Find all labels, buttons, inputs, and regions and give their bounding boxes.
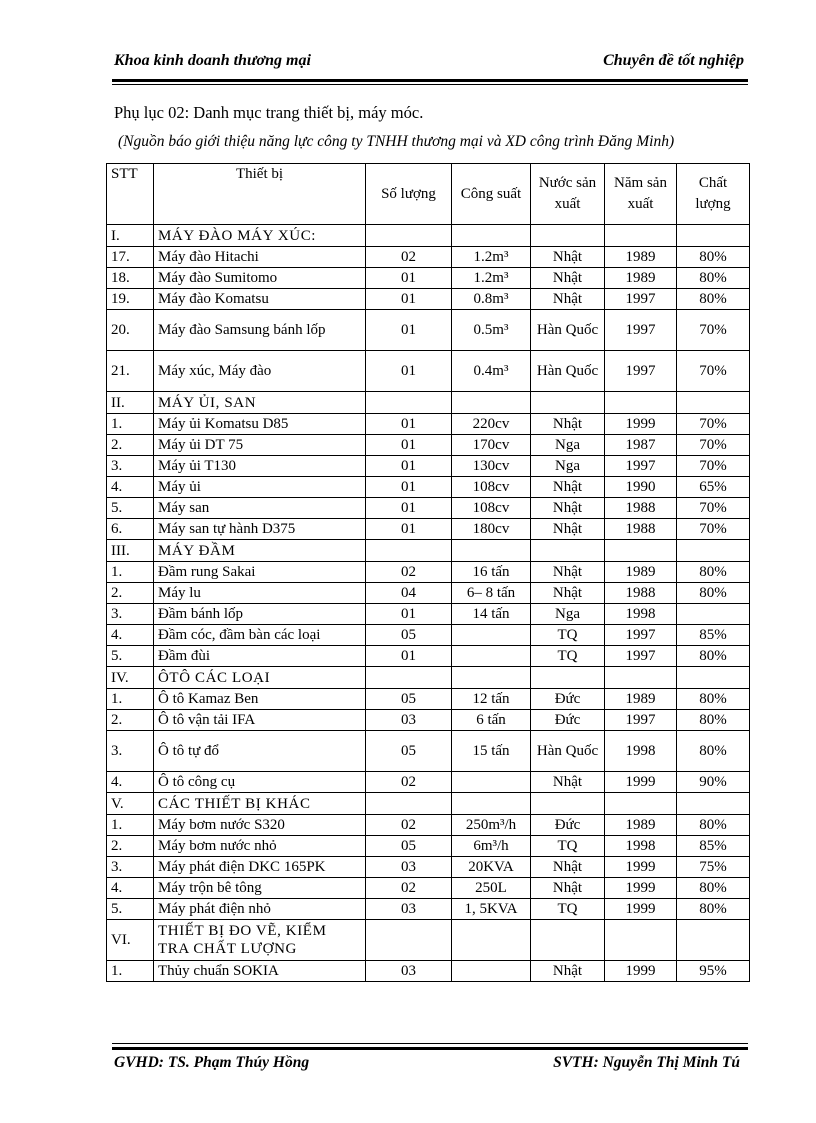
col-header-year: Năm sản xuất [605,164,677,225]
table-row [107,604,750,625]
table-row [107,498,750,519]
table-row [107,247,750,268]
table-row [107,772,750,793]
cell-stt: 1. [107,414,154,435]
cell-quantity: 01 [366,604,452,625]
cell-quantity: 01 [366,435,452,456]
table-row [107,456,750,477]
cell-quality: 85% [677,836,750,857]
cell-power: 250m³/h [452,815,531,836]
cell-power: 1, 5KVA [452,899,531,920]
table-row [107,477,750,498]
cell-stt: 21. [107,351,154,392]
cell-origin: TQ [531,646,605,667]
cell-stt: 2. [107,710,154,731]
col-header-power: Công suất [452,164,531,225]
table-row [107,562,750,583]
cell-origin: Hàn Quốc [531,731,605,772]
cell-power [452,961,531,982]
cell-stt: 3. [107,857,154,878]
footer-rule-thin [112,1043,748,1044]
cell-quantity: 01 [366,477,452,498]
table-row [107,815,750,836]
cell-quantity: 01 [366,646,452,667]
cell-power: 0.4m³ [452,351,531,392]
cell-power: 6 tấn [452,710,531,731]
cell-quality [677,793,750,815]
cell-year: 1999 [605,772,677,793]
cell-quality: 80% [677,289,750,310]
cell-year: 1989 [605,247,677,268]
cell-year: 1989 [605,268,677,289]
cell-quantity [366,392,452,414]
cell-stt: 1. [107,689,154,710]
cell-equipment: Máy san tự hành D375 [154,519,366,540]
cell-year: 1997 [605,351,677,392]
cell-year: 1998 [605,604,677,625]
table-row [107,646,750,667]
cell-equipment: Máy ủi [154,477,366,498]
section-title: CÁC THIẾT BỊ KHÁC [154,793,366,815]
table-section-row [107,920,750,961]
cell-stt: 1. [107,562,154,583]
table-section-row [107,793,750,815]
cell-quality: 80% [677,268,750,289]
cell-stt: 4. [107,477,154,498]
cell-origin: Nga [531,604,605,625]
cell-stt: 3. [107,731,154,772]
cell-stt: II. [107,392,154,414]
cell-power [452,225,531,247]
table-row [107,857,750,878]
cell-quantity: 02 [366,772,452,793]
cell-quality: 70% [677,519,750,540]
cell-power: 0.5m³ [452,310,531,351]
cell-year: 1997 [605,289,677,310]
table-row [107,310,750,351]
cell-origin: Đức [531,815,605,836]
cell-quality: 80% [677,731,750,772]
footer-supervisor: GVHD: TS. Phạm Thúy Hồng [114,1054,310,1071]
cell-stt: 18. [107,268,154,289]
cell-power [452,920,531,961]
cell-quantity: 02 [366,878,452,899]
cell-equipment: Máy phát điện DKC 165PK [154,857,366,878]
cell-origin: Nhật [531,878,605,899]
cell-quality: 90% [677,772,750,793]
cell-origin: Nhật [531,477,605,498]
cell-year: 1998 [605,836,677,857]
cell-quantity: 01 [366,456,452,477]
cell-origin: Nhật [531,562,605,583]
cell-quantity: 05 [366,731,452,772]
table-body [107,225,750,982]
cell-power [452,392,531,414]
col-header-origin: Nước sản xuất [531,164,605,225]
cell-year: 1989 [605,689,677,710]
page-header [112,50,748,78]
cell-power: 6– 8 tấn [452,583,531,604]
cell-stt: 2. [107,583,154,604]
cell-quantity: 04 [366,583,452,604]
cell-quality [677,540,750,562]
table-row [107,268,750,289]
cell-quality [677,920,750,961]
cell-year: 1988 [605,583,677,604]
cell-equipment: Máy xúc, Máy đào [154,351,366,392]
cell-power [452,646,531,667]
cell-year: 1997 [605,456,677,477]
cell-origin: Đức [531,689,605,710]
header-faculty: Khoa kinh doanh thương mại [114,52,311,69]
cell-stt: 2. [107,435,154,456]
cell-year: 1997 [605,646,677,667]
cell-quantity: 02 [366,247,452,268]
cell-equipment: Máy lu [154,583,366,604]
cell-power: 108cv [452,477,531,498]
cell-quality: 70% [677,456,750,477]
cell-origin: Đức [531,710,605,731]
section-title: MÁY ỦI, SAN [154,392,366,414]
cell-year: 1987 [605,435,677,456]
section-title: MÁY ĐẦM [154,540,366,562]
cell-year: 1989 [605,562,677,583]
cell-equipment: Máy đào Sumitomo [154,268,366,289]
cell-stt: 4. [107,772,154,793]
table-header-row [107,164,750,225]
cell-origin: TQ [531,836,605,857]
cell-year: 1999 [605,878,677,899]
cell-year: 1989 [605,815,677,836]
cell-quantity [366,225,452,247]
table-row [107,899,750,920]
cell-quantity: 03 [366,961,452,982]
table-section-row [107,540,750,562]
col-header-quantity: Số lượng [366,164,452,225]
equipment-table [106,163,750,982]
table-section-row [107,667,750,689]
col-header-equipment: Thiết bị [154,164,366,225]
cell-equipment: Thủy chuẩn SOKIA [154,961,366,982]
cell-quantity: 03 [366,899,452,920]
cell-power [452,793,531,815]
cell-origin: Nhật [531,414,605,435]
cell-stt: 1. [107,815,154,836]
section-title: THIẾT BỊ ĐO VẼ, KIỂM TRA CHẤT LƯỢNG [154,920,366,961]
cell-stt: 20. [107,310,154,351]
cell-stt: 3. [107,604,154,625]
cell-stt: 19. [107,289,154,310]
cell-stt: 5. [107,899,154,920]
table-row [107,583,750,604]
cell-quantity: 01 [366,498,452,519]
cell-quality: 70% [677,414,750,435]
cell-quantity: 03 [366,710,452,731]
cell-equipment: Máy ủi T130 [154,456,366,477]
cell-quantity: 01 [366,519,452,540]
table-row [107,961,750,982]
table-row [107,689,750,710]
header-rule-thin [112,84,748,85]
cell-quantity: 05 [366,689,452,710]
footer-rule [112,1047,748,1050]
cell-power [452,772,531,793]
cell-origin: Nhật [531,519,605,540]
table-section-row [107,392,750,414]
cell-quality [677,392,750,414]
cell-year [605,392,677,414]
cell-equipment: Máy đào Hitachi [154,247,366,268]
cell-quantity: 03 [366,857,452,878]
cell-stt: 5. [107,498,154,519]
cell-equipment: Máy ủi DT 75 [154,435,366,456]
cell-year: 1999 [605,899,677,920]
cell-quantity [366,540,452,562]
cell-quality: 65% [677,477,750,498]
cell-year [605,920,677,961]
footer-student: SVTH: Nguyễn Thị Minh Tú [553,1054,740,1071]
cell-origin: Nga [531,456,605,477]
cell-quantity [366,793,452,815]
cell-year [605,540,677,562]
cell-power [452,625,531,646]
table-section-row [107,225,750,247]
source-note: (Nguồn báo giới thiệu năng lực công ty TNHH thương mại và XD công trình Đăng Minh) [118,133,675,150]
cell-quantity: 01 [366,351,452,392]
page-footer [112,1052,748,1078]
cell-power: 6m³/h [452,836,531,857]
cell-power: 20KVA [452,857,531,878]
table-row [107,625,750,646]
cell-quality: 95% [677,961,750,982]
cell-year [605,225,677,247]
table-row [107,519,750,540]
cell-quality: 80% [677,583,750,604]
cell-equipment: Máy phát điện nhỏ [154,899,366,920]
cell-stt: 3. [107,456,154,477]
table-row [107,836,750,857]
cell-quality: 80% [677,710,750,731]
cell-origin: TQ [531,625,605,646]
cell-quantity: 01 [366,414,452,435]
cell-quantity [366,667,452,689]
cell-stt: I. [107,225,154,247]
cell-origin: Hàn Quốc [531,351,605,392]
cell-quality [677,225,750,247]
cell-quality: 80% [677,247,750,268]
section-title: MÁY ĐÀO MÁY XÚC: [154,225,366,247]
cell-equipment: Đầm rung Sakai [154,562,366,583]
cell-year: 1999 [605,857,677,878]
cell-equipment: Máy ủi Komatsu D85 [154,414,366,435]
cell-equipment: Đầm cóc, đầm bàn các loại [154,625,366,646]
cell-quality: 80% [677,562,750,583]
cell-stt: 5. [107,646,154,667]
cell-quantity: 02 [366,815,452,836]
cell-quality: 75% [677,857,750,878]
cell-power: 170cv [452,435,531,456]
cell-power: 180cv [452,519,531,540]
cell-power: 12 tấn [452,689,531,710]
cell-power: 130cv [452,456,531,477]
cell-year: 1990 [605,477,677,498]
cell-power: 16 tấn [452,562,531,583]
cell-quantity: 05 [366,836,452,857]
cell-quality: 70% [677,498,750,519]
cell-equipment: Máy đào Komatsu [154,289,366,310]
cell-quality: 80% [677,689,750,710]
table-row [107,289,750,310]
cell-origin: Nga [531,435,605,456]
cell-equipment: Đầm bánh lốp [154,604,366,625]
cell-stt: III. [107,540,154,562]
cell-quality: 80% [677,878,750,899]
cell-year [605,667,677,689]
header-rule [112,79,748,82]
table-row [107,414,750,435]
cell-equipment: Ô tô vận tải IFA [154,710,366,731]
cell-year: 1997 [605,310,677,351]
cell-equipment: Máy bơm nước S320 [154,815,366,836]
cell-quality: 85% [677,625,750,646]
cell-origin [531,540,605,562]
table-row [107,731,750,772]
cell-origin: Nhật [531,857,605,878]
cell-power: 1.2m³ [452,268,531,289]
cell-quantity: 05 [366,625,452,646]
cell-equipment: Máy san [154,498,366,519]
cell-origin [531,793,605,815]
header-doc-type: Chuyên đề tốt nghiệp [603,52,744,69]
cell-stt: 4. [107,878,154,899]
cell-origin: TQ [531,899,605,920]
cell-origin: Nhật [531,772,605,793]
cell-origin [531,667,605,689]
cell-quantity: 01 [366,268,452,289]
cell-quality: 70% [677,310,750,351]
table-row [107,351,750,392]
cell-quality: 80% [677,899,750,920]
table-row [107,435,750,456]
cell-equipment: Máy đào Samsung bánh lốp [154,310,366,351]
cell-power: 15 tấn [452,731,531,772]
cell-origin [531,920,605,961]
cell-equipment: Ô tô công cụ [154,772,366,793]
cell-stt: 2. [107,836,154,857]
cell-power [452,667,531,689]
cell-quantity: 01 [366,289,452,310]
cell-year: 1988 [605,519,677,540]
cell-origin: Nhật [531,289,605,310]
cell-year: 1998 [605,731,677,772]
cell-quality: 80% [677,646,750,667]
appendix-title: Phụ lục 02: Danh mục trang thiết bị, máy móc. [114,103,424,122]
cell-stt: IV. [107,667,154,689]
cell-quality [677,667,750,689]
cell-quality [677,604,750,625]
section-title: ÔTÔ CÁC LOẠI [154,667,366,689]
cell-equipment: Đầm đùi [154,646,366,667]
cell-quality: 80% [677,815,750,836]
cell-stt: VI. [107,920,154,961]
cell-origin: Nhật [531,247,605,268]
cell-origin [531,225,605,247]
cell-stt: 6. [107,519,154,540]
cell-stt: V. [107,793,154,815]
cell-year: 1999 [605,414,677,435]
cell-quantity: 02 [366,562,452,583]
cell-power: 250L [452,878,531,899]
cell-quantity [366,920,452,961]
cell-power: 1.2m³ [452,247,531,268]
cell-origin: Nhật [531,583,605,604]
cell-origin: Hàn Quốc [531,310,605,351]
col-header-stt: STT [107,164,154,225]
cell-power [452,540,531,562]
cell-quality: 70% [677,351,750,392]
cell-equipment: Ô tô tự đổ [154,731,366,772]
cell-year: 1997 [605,625,677,646]
table-row [107,710,750,731]
cell-equipment: Máy trộn bê tông [154,878,366,899]
cell-quality: 70% [677,435,750,456]
cell-origin: Nhật [531,268,605,289]
col-header-quality: Chất lượng [677,164,750,225]
cell-power: 220cv [452,414,531,435]
cell-year [605,793,677,815]
cell-year: 1988 [605,498,677,519]
cell-origin [531,392,605,414]
cell-power: 14 tấn [452,604,531,625]
cell-stt: 4. [107,625,154,646]
cell-equipment: Máy bơm nước nhỏ [154,836,366,857]
cell-year: 1999 [605,961,677,982]
cell-origin: Nhật [531,498,605,519]
cell-equipment: Ô tô Kamaz Ben [154,689,366,710]
cell-stt: 1. [107,961,154,982]
cell-origin: Nhật [531,961,605,982]
cell-quantity: 01 [366,310,452,351]
table-row [107,878,750,899]
cell-stt: 17. [107,247,154,268]
cell-power: 0.8m³ [452,289,531,310]
cell-power: 108cv [452,498,531,519]
cell-year: 1997 [605,710,677,731]
